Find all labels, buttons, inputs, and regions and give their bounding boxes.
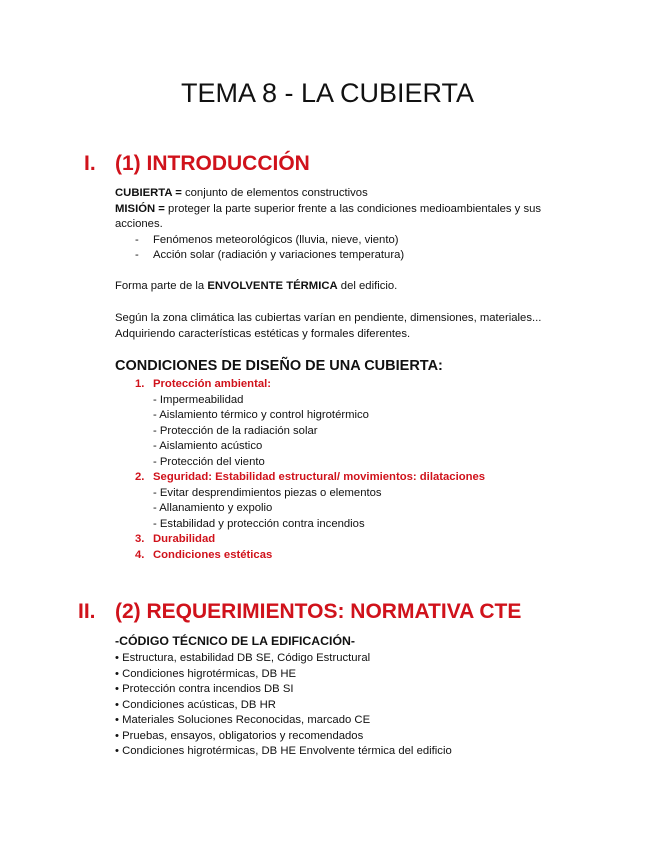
condition-subitem: - Estabilidad y protección contra incendios (153, 517, 365, 530)
bullet-item: • Materiales Soluciones Reconocidas, marcado CE (115, 714, 371, 726)
definition-cubierta (115, 186, 585, 202)
zona-line: Según la zona climática las cubiertas varían en pendiente, dimensiones, materiales... (115, 312, 542, 324)
condition-item: 2. Seguridad: Estabilidad estructural/ movimientos: dilataciones (135, 471, 486, 483)
bullet-item: • Protección contra incendios DB SI (115, 683, 294, 695)
condition-subitem: - Protección del viento (153, 455, 265, 468)
condition-subitem: - Impermeabilidad (153, 393, 244, 406)
dash-list-item: - Acción solar (radiación y variaciones temperatura) (115, 248, 585, 264)
condition-subitem: - Evitar desprendimientos piezas o elementos (153, 486, 382, 499)
condition-subitem: - Protección de la radiación solar (153, 424, 318, 437)
bullet-item: • Condiciones higrotérmicas, DB HE (115, 667, 297, 680)
section-2-number: II. (78, 600, 96, 623)
page-title: TEMA 8 - LA CUBIERTA (180, 78, 475, 108)
bullet-item: • Estructura, estabilidad DB SE, Código Estructural (115, 652, 371, 664)
zona-line: Adquiriendo características estéticas y formales diferentes. (115, 327, 411, 340)
condition-subitem: - Allanamiento y expolio (153, 502, 273, 514)
condition-item: 4. Condiciones estéticas (135, 548, 273, 561)
envolvente-bold: ENVOLVENTE TÉRMICA (207, 280, 338, 292)
dash-marker: - (135, 233, 139, 246)
bullet-item: • Pruebas, ensayos, obligatorios y recomendados (115, 729, 364, 742)
condition-item: 1. Protección ambiental: (135, 378, 272, 390)
section-2-title: (2) REQUERIMIENTOS: NORMATIVA CTE (115, 600, 522, 623)
intro-definitions (115, 186, 585, 264)
definition-text: conjunto de elementos constructivos (181, 187, 368, 199)
bullet-item: • Condiciones higrotérmicas, DB HE Envolvente térmica del edificio (115, 745, 452, 757)
definition-mision (115, 202, 585, 233)
bullet-item: • Condiciones acústicas, DB HR (115, 698, 276, 711)
zona-paragraph (115, 311, 585, 342)
condition-item: 3. Durabilidad (135, 533, 216, 545)
section-1-title: (1) INTRODUCCIÓN (115, 152, 310, 175)
cte-subheading: -CÓDIGO TÉCNICO DE LA EDIFICACIÓN- (115, 634, 356, 648)
cte-bullet-list (115, 651, 585, 760)
definition-text: proteger la parte superior frente a las condiciones medioambientales y sus acciones. (115, 202, 542, 230)
envolvente-paragraph: Forma parte de la ENVOLVENTE TÉRMICA del edificio. (115, 280, 398, 292)
conditions-heading: CONDICIONES DE DISEÑO DE UNA CUBIERTA: (115, 358, 443, 374)
condition-subitem: - Aislamiento térmico y control higrotérmico (153, 409, 369, 421)
dash-list-item: - Fenómenos meteorológicos (lluvia, nieve, viento) (115, 233, 585, 249)
condition-subitem: - Aislamiento acústico (153, 440, 263, 452)
definition-term: CUBIERTA = (115, 187, 182, 199)
dash-marker: - (135, 249, 139, 261)
conditions-list (115, 377, 585, 563)
definition-term: MISIÓN = (115, 202, 165, 215)
section-1-number: I. (84, 152, 96, 175)
